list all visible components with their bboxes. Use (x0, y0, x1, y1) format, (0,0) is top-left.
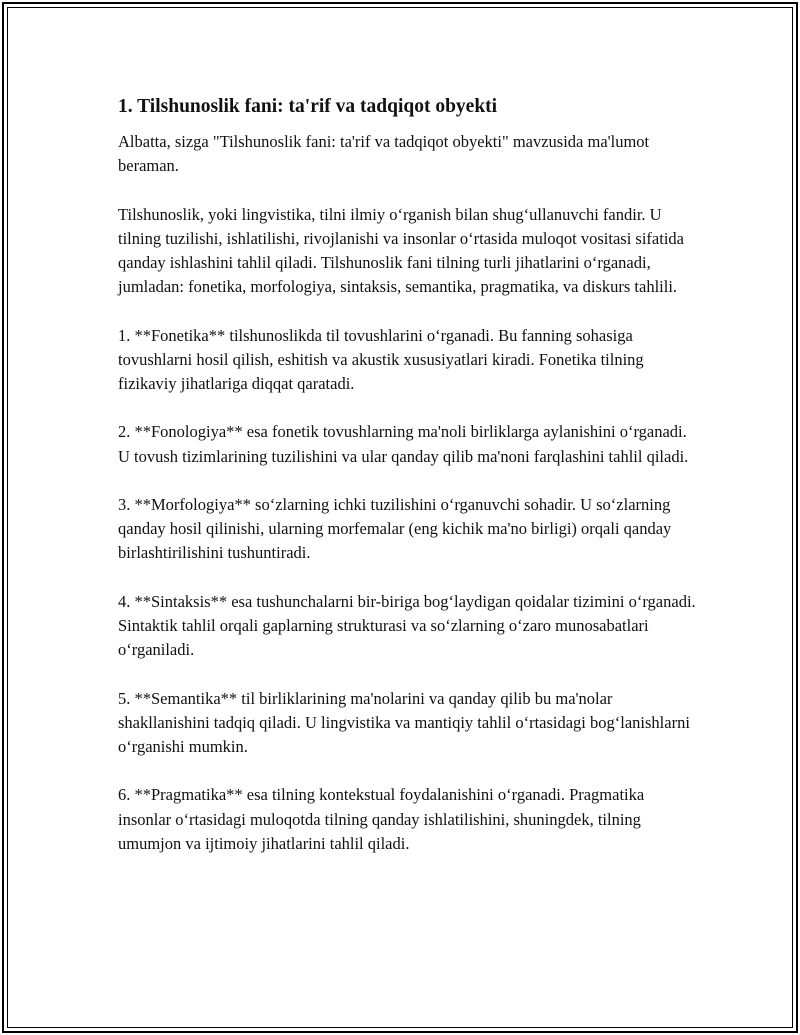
sintaksis-paragraph: 4. **Sintaksis** esa tushunchalarni bir-biriga bog‘laydigan qoidalar tizimini o‘rganadi. Sintaktik tahlil orqali gaplarning strukturasi va so‘zlarning o‘zaro munosabatlari o‘rganiladi. (118, 591, 696, 660)
definition-paragraph: Tilshunoslik, yoki lingvistika, tilni ilmiy o‘rganish bilan shug‘ullanuvchi fandir. U tilning tuzilishi, ishlatilishi, rivojlanishi va insonlar o‘rtasida muloqot vositasi sifatida qanday ishlashini tahlil qiladi. Tilshunoslik fani tilning turli jihatlarini o‘rganadi, jumladan: fonetika, morfologiya, sintaksis, semantika, pragmatika, va diskurs tahlili. (118, 204, 684, 297)
document-body (118, 94, 698, 880)
document-title: 1. Tilshunoslik fani: ta'rif va tadqiqot obyekti (118, 96, 498, 117)
semantika-paragraph: 5. **Semantika** til birliklarining ma'nolarini va qanday qilib bu ma'nolar shakllanishini tadqiq qiladi. U lingvistika va mantiqiy tahlil o‘rtasidagi bog‘lanishlarni o‘rganishi mumkin. (118, 688, 690, 756)
fonetika-paragraph: 1. **Fonetika** tilshunoslikda til tovushlarini o‘rganadi. Bu fanning sohasiga tovushlarni hosil qilish, eshitish va akustik xususiyatlari kiradi. Fonetika tilning fizikaviy jihatlariga diqqat qaratadi. (118, 325, 644, 393)
pragmatika-paragraph: 6. **Pragmatika** esa tilning kontekstual foydalanishini o‘rganadi. Pragmatika insonlar o‘rtasidagi muloqotda tilning qanday ishlatilishini, shuningdek, tilning umumjon va ijtimoiy jihatlarini tahlil qiladi. (118, 785, 645, 853)
intro-paragraph: Albatta, sizga "Tilshunoslik fani: ta'rif va tadqiqot obyekti" mavzusida ma'lumot beraman. (118, 132, 650, 176)
morfologiya-paragraph: 3. **Morfologiya** so‘zlarning ichki tuzilishini o‘rganuvchi sohadir. U so‘zlarning qanday hosil qilinishi, ularning morfemalar (eng kichik ma'no birligi) orqali qanday birlashtirilishini tushuntiradi. (118, 494, 672, 563)
fonologiya-paragraph: 2. **Fonologiya** esa fonetik tovushlarning ma'noli birliklarga aylanishini o‘rganadi. U tovush tizimlarining tuzilishini va ular qanday qilib ma'noni farqlashini tahlil qiladi. (118, 422, 689, 466)
